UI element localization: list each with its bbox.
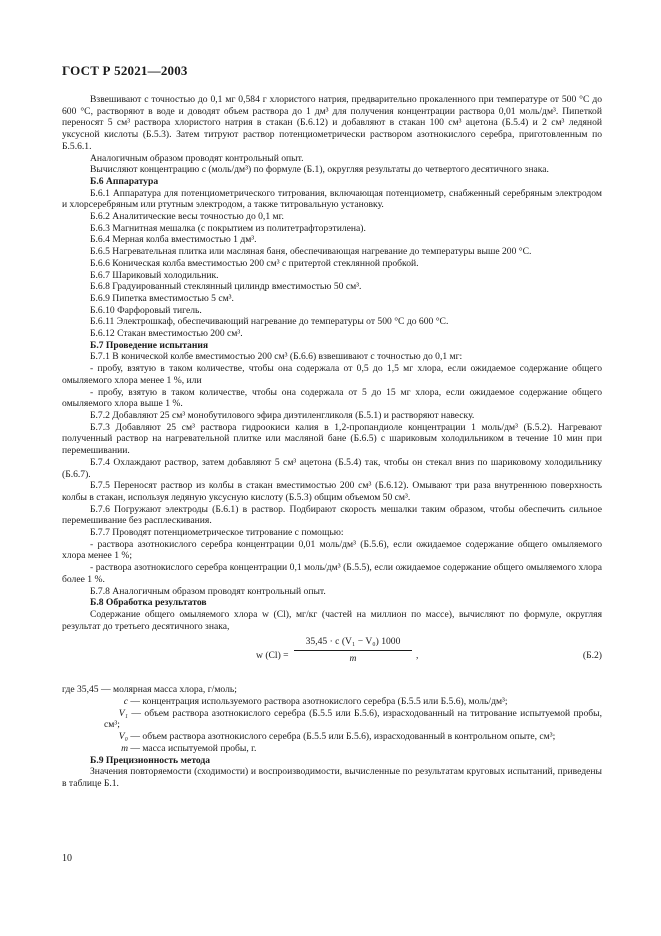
paragraph: Б.6.9 Пипетка вместимостью 5 см³. xyxy=(90,292,234,304)
definition-item xyxy=(62,696,602,708)
definition-symbol: V₀ xyxy=(118,731,128,743)
definition-text: — масса испытуемой пробы, г. xyxy=(130,742,257,754)
section-heading: Б.7 Проведение испытания xyxy=(90,339,209,351)
paragraph: Б.6.3 Магнитная мешалка (с покрытием из политетрафторэтилена). xyxy=(90,222,366,234)
paragraph: Аналогичным образом проводят контрольный опыт. xyxy=(90,152,304,164)
definition-item xyxy=(62,743,602,755)
formula-fraction xyxy=(294,636,412,664)
paragraph: Б.6.10 Фарфоровый тигель. xyxy=(90,304,202,316)
definition-text: — объем раствора азотнокислого серебра (Б.5.5 или Б.5.6), израсходованный в контрольном опыте, см³; xyxy=(130,731,556,743)
paragraph: - раствора азотнокислого серебра концентрации 0,01 моль/дм³ (Б.5.6), если ожидаемое содержание общего омыляемого хлора менее 1 %; xyxy=(62,538,602,562)
paragraph: Б.6.7 Шариковый холодильник. xyxy=(90,269,219,281)
paragraph: Содержание общего омыляемого хлора w (Cl), мг/кг (частей на миллион по массе), вычисляют по формуле, округляя результат до третьего десятичного знака, xyxy=(62,608,602,632)
definition-item xyxy=(62,684,602,696)
formula-number: (Б.2) xyxy=(582,650,602,662)
paragraph: - пробу, взятую в таком количестве, чтобы она содержала от 5 до 15 мг хлора, если ожидаемое содержание общего омыляемого хлора выше 1 %. xyxy=(62,386,602,410)
definition-symbol: m xyxy=(121,742,128,754)
formula-denominator: m xyxy=(349,653,357,665)
paragraph: Значения повторяемости (сходимости) и воспроизводимости, вычисленные по результатам круговых испытаний, приведены в таблице Б.1. xyxy=(62,766,602,789)
closing-paragraphs xyxy=(62,755,602,790)
definition-text: — концентрация используемого раствора азотнокислого серебра (Б.5.5 или Б.5.6), моль/дм³; xyxy=(130,696,508,708)
paragraph: Б.7.5 Переносят раствор из колбы в стакан вместимостью 200 см³ (Б.6.12). Омывают три раза внутреннюю поверхность колбы в стакан, используя ледяную уксусную кислоту (Б.5.3) общим объемом 50 см³. xyxy=(62,480,602,503)
paragraph: Б.6.5 Нагревательная плитка или масляная баня, обеспечивающая нагревание до температуры выше 200 °С. xyxy=(90,246,532,258)
paragraph: Б.6.2 Аналитические весы точностью до 0,1 мг. xyxy=(90,211,284,223)
page-number: 10 xyxy=(62,853,72,864)
paragraph: Б.6.12 Стакан вместимостью 200 см³. xyxy=(90,328,243,340)
definition-list xyxy=(62,684,602,754)
definition-item xyxy=(62,731,602,743)
definition-text: — молярная масса хлора, г/моль; xyxy=(101,684,237,696)
section-heading: Б.8 Обработка результатов xyxy=(90,597,207,609)
formula-b2 xyxy=(62,636,602,676)
formula-lhs: w (Cl) = xyxy=(256,650,289,662)
definition-text: — объем раствора азотнокислого серебра (Б.5.5 или Б.5.6), израсходованный на титрование испытуемой пробы, см³; xyxy=(104,707,602,731)
formula-numerator: 35,45 · c (V₁ − V₀) 1000 xyxy=(294,636,412,651)
paragraph: Б.7.3 Добавляют 25 см³ раствора гидроокиси калия в 1,2-пропандиоле концентрации 1 моль/дм³ (Б.5.2). Нагревают полученный раствор на нагревательной плитке или масляной бане (Б.6.5) с шариковым холодильником в течение 10 мин при перемешивании. xyxy=(62,421,602,457)
paragraph: - раствора азотнокислого серебра концентрации 0,1 моль/дм³ (Б.5.5), если ожидаемое содержание общего омыляемого хлора более 1 %. xyxy=(62,562,602,585)
paragraph: Б.6.1 Аппаратура для потенциометрического титрования, включающая потенциометр, снабженный серебряным электродом и хлорсеребряным или ртутным электродом, а также титровальную установку. xyxy=(62,187,602,211)
definition-symbol: c xyxy=(123,696,128,708)
paragraph: - пробу, взятую в таком количестве, чтобы она содержала от 0,5 до 1,5 мг хлора, если ожидаемое содержание общего омыляемого хлора менее 1 %, или xyxy=(62,363,602,386)
paragraph: Б.7.7 Проводят потенциометрическое титрование с помощью: xyxy=(90,527,344,539)
paragraph-list xyxy=(62,94,602,632)
paragraph: Б.7.1 В конической колбе вместимостью 200 см³ (Б.6.6) взвешивают с точностью до 0,1 мг: xyxy=(90,351,463,363)
definition-item xyxy=(62,708,602,731)
definition-symbol: где 35,45 xyxy=(62,684,99,696)
paragraph: Б.6.4 Мерная колба вместимостью 1 дм³. xyxy=(90,234,257,246)
section-heading: Б.9 Прецизионность метода xyxy=(90,754,211,766)
paragraph: Б.7.4 Охлаждают раствор, затем добавляют 5 см³ ацетона (Б.5.4) так, чтобы он стекал вниз по шариковому холодильнику (Б.6.7). xyxy=(62,456,602,480)
definition-symbol: V₁ xyxy=(118,707,128,719)
document-header: ГОСТ Р 52021—2003 xyxy=(62,63,188,78)
section-heading: Б.6 Аппаратура xyxy=(90,175,159,187)
paragraph: Б.6.8 Градуированный стеклянный цилиндр вместимостью 50 см³. xyxy=(90,281,362,293)
paragraph: Вычисляют концентрацию c (моль/дм³) по формуле (Б.1), округляя результаты до четвертого десятичного знака. xyxy=(90,164,549,176)
paragraph: Б.7.2 Добавляют 25 см³ монобутилового эфира диэтиленгликоля (Б.5.1) и растворяют навеску. xyxy=(90,409,475,421)
paragraph: Б.6.11 Электрошкаф, обеспечивающий нагревание до температуры от 500 °С до 600 °С. xyxy=(90,316,449,328)
paragraph: Б.6.6 Коническая колба вместимостью 200 см³ с притертой стеклянной пробкой. xyxy=(90,257,419,269)
paragraph: Б.7.6 Погружают электроды (Б.6.1) в раствор. Подбирают скорость мешалки таким образом, чтобы обеспечить сильное перемешивание без расплескивания. xyxy=(62,503,602,527)
paragraph: Взвешивают с точностью до 0,1 мг 0,584 г хлористого натрия, предварительно прокаленного при температуре от 500 °С до 600 °С, растворяют в воде и доводят объем раствора до 1 дм³ для получения концентрации раствора 0,01 моль/дм³. Пипеткой переносят 5 см³ раствора хлористого натрия в стакан (Б.6.12) и добавляют в стакан 100 см³ ацетона (Б.5.4) и 2 см³ ледяной уксусной кислоты (Б.5.3). Затем титруют раствор потенциометрически раствором азотнокислого серебра, приготовленным по Б.5.6.1. xyxy=(62,94,602,152)
paragraph: Б.7.8 Аналогичным образом проводят контрольный опыт. xyxy=(90,585,326,597)
document-body xyxy=(62,94,602,790)
formula-trail: , xyxy=(416,650,419,662)
